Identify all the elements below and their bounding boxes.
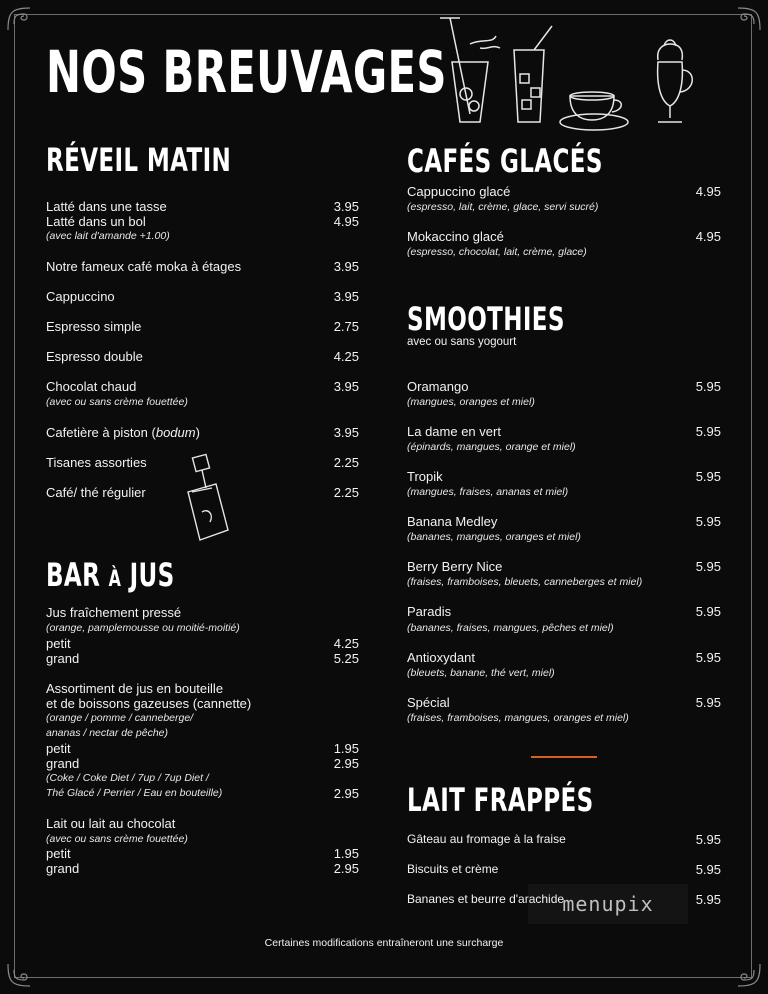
accent-divider — [531, 756, 597, 758]
item-price: 2.25 — [333, 485, 359, 500]
item-price: 2.95 — [333, 861, 359, 876]
page-title: NOS BREUVAGES — [46, 38, 447, 106]
item-note: (épinards, mangues, orange et miel) — [407, 441, 576, 453]
item-note: (espresso, chocolat, lait, crème, glace) — [407, 246, 587, 258]
item-note: (avec lait d'amande +1.00) — [46, 230, 170, 242]
item-note: (bananes, mangues, oranges et miel) — [407, 531, 581, 543]
section-title-cafes-glaces: CAFÉS GLACÉS — [407, 142, 603, 180]
section-title-lait-frappes: LAIT FRAPPÉS — [407, 781, 594, 819]
item-price: 2.75 — [333, 319, 359, 334]
item-price: 5.95 — [695, 695, 721, 710]
item-price: 2.25 — [333, 455, 359, 470]
item-price: 2.95 — [333, 756, 359, 771]
smoothie-name: Berry Berry Nice — [407, 559, 503, 574]
smoothie-name: La dame en vert — [407, 424, 501, 439]
section-subtitle: avec ou sans yogourt — [407, 336, 517, 348]
item-moka: Notre fameux café moka à étages — [46, 259, 242, 274]
item-note: (orange / pomme / canneberge/ — [46, 712, 194, 724]
item-price: 5.95 — [695, 559, 721, 574]
corner-flourish-icon — [734, 960, 764, 990]
item-tisanes: Tisanes assorties — [46, 455, 147, 470]
item-note: (Coke / Coke Diet / 7up / 7up Diet / — [46, 772, 209, 784]
item-price: 5.95 — [695, 862, 721, 877]
tea-bag-icon — [176, 452, 236, 547]
item-price: 3.95 — [333, 425, 359, 440]
item-price: 4.95 — [695, 229, 721, 244]
item-espresso-double: Espresso double — [46, 349, 143, 364]
drinks-illustration-icon — [430, 14, 710, 134]
item-price: 5.95 — [695, 604, 721, 619]
item-note: (bleuets, banane, thé vert, miel) — [407, 667, 555, 679]
item-assortiment-line2: et de boissons gazeuses (cannette) — [46, 696, 252, 711]
item-price: 3.95 — [333, 259, 359, 274]
item-jus: Jus fraîchement pressé — [46, 605, 182, 620]
section-title-bar-a-jus — [46, 557, 175, 598]
item-price: 4.25 — [333, 349, 359, 364]
item-price: 2.95 — [333, 786, 359, 801]
item-price: 5.95 — [695, 514, 721, 529]
item-price: 3.95 — [333, 379, 359, 394]
item-latte-tasse: Latté dans une tasse — [46, 199, 167, 214]
item-price: 5.25 — [333, 651, 359, 666]
size-petit: petit — [46, 636, 71, 651]
bar-title-part: BAR — [46, 556, 109, 594]
item-price: 5.95 — [695, 469, 721, 484]
section-title-smoothies: SMOOTHIES — [407, 300, 565, 338]
size-petit: petit — [46, 846, 71, 861]
item-note: (bananes, fraises, mangues, pêches et miel) — [407, 622, 614, 634]
item-lait: Lait ou lait au chocolat — [46, 816, 176, 831]
item-note: (fraises, framboises, mangues, oranges et miel) — [407, 712, 629, 724]
item-cafe-the: Café/ thé régulier — [46, 485, 146, 500]
item-price: 5.95 — [695, 424, 721, 439]
item-latte-bol: Latté dans un bol — [46, 214, 146, 229]
item-espresso-simple: Espresso simple — [46, 319, 142, 334]
item-cappuccino-glace: Cappuccino glacé — [407, 184, 511, 199]
smoothie-name: Tropik — [407, 469, 443, 484]
footer-note: Certaines modifications entraîneront une surcharge — [264, 937, 504, 949]
size-grand: grand — [46, 861, 80, 876]
item-cafetiere-label: Cafetière à piston ( — [46, 425, 156, 440]
smoothie-name: Paradis — [407, 604, 452, 619]
item-price: 1.95 — [333, 846, 359, 861]
item-price: 5.95 — [695, 379, 721, 394]
item-mokaccino-glace: Mokaccino glacé — [407, 229, 504, 244]
item-assortiment: Assortiment de jus en bouteille — [46, 681, 224, 696]
item-cafetiere — [46, 425, 200, 440]
item-price: 3.95 — [333, 289, 359, 304]
item-note: (espresso, lait, crème, glace, servi sucré) — [407, 201, 599, 213]
item-note: (orange, pamplemousse ou moitié-moitié) — [46, 622, 240, 634]
item-cafetiere-close: ) — [195, 425, 200, 440]
item-note: (fraises, framboises, bleuets, canneberges et miel) — [407, 576, 643, 588]
smoothie-name: Antioxydant — [407, 650, 475, 665]
item-note: (avec ou sans crème fouettée) — [46, 833, 188, 845]
item-note: Thé Glacé / Perrier / Eau en bouteille) — [46, 787, 223, 799]
item-price: 5.95 — [695, 892, 721, 907]
item-note: ananas / nectar de pêche) — [46, 727, 169, 739]
corner-flourish-icon — [4, 960, 34, 990]
bar-title-part: JUS — [121, 556, 175, 594]
item-price: 5.95 — [695, 650, 721, 665]
item-cafetiere-brand: bodum — [155, 425, 196, 440]
item-note: (mangues, fraises, ananas et miel) — [407, 486, 569, 498]
item-cappuccino: Cappuccino — [46, 289, 115, 304]
smoothie-name: Oramango — [407, 379, 469, 394]
corner-flourish-icon — [734, 4, 764, 34]
item-price: 4.25 — [333, 636, 359, 651]
item-price: 4.95 — [695, 184, 721, 199]
item-price: 3.95 — [333, 199, 359, 214]
item-note: (mangues, oranges et miel) — [407, 396, 535, 408]
size-grand: grand — [46, 651, 80, 666]
item-note: (avec ou sans crème fouettée) — [46, 396, 188, 408]
size-petit: petit — [46, 741, 71, 756]
item-price: 1.95 — [333, 741, 359, 756]
smoothie-name: Spécial — [407, 695, 450, 710]
corner-flourish-icon — [4, 4, 34, 34]
item-price: 4.95 — [333, 214, 359, 229]
frappe-name: Biscuits et crème — [407, 862, 499, 876]
size-grand: grand — [46, 756, 80, 771]
bar-title-part: À — [108, 567, 122, 592]
item-chocolat-chaud: Chocolat chaud — [46, 379, 137, 394]
item-price: 5.95 — [695, 832, 721, 847]
smoothie-name: Banana Medley — [407, 514, 498, 529]
frappe-name: Gâteau au fromage à la fraise — [407, 832, 566, 846]
section-title-reveil-matin: RÉVEIL MATIN — [46, 141, 232, 179]
frappe-name: Bananes et beurre d'arachide — [407, 892, 565, 906]
watermark-logo: menupix — [528, 884, 688, 924]
